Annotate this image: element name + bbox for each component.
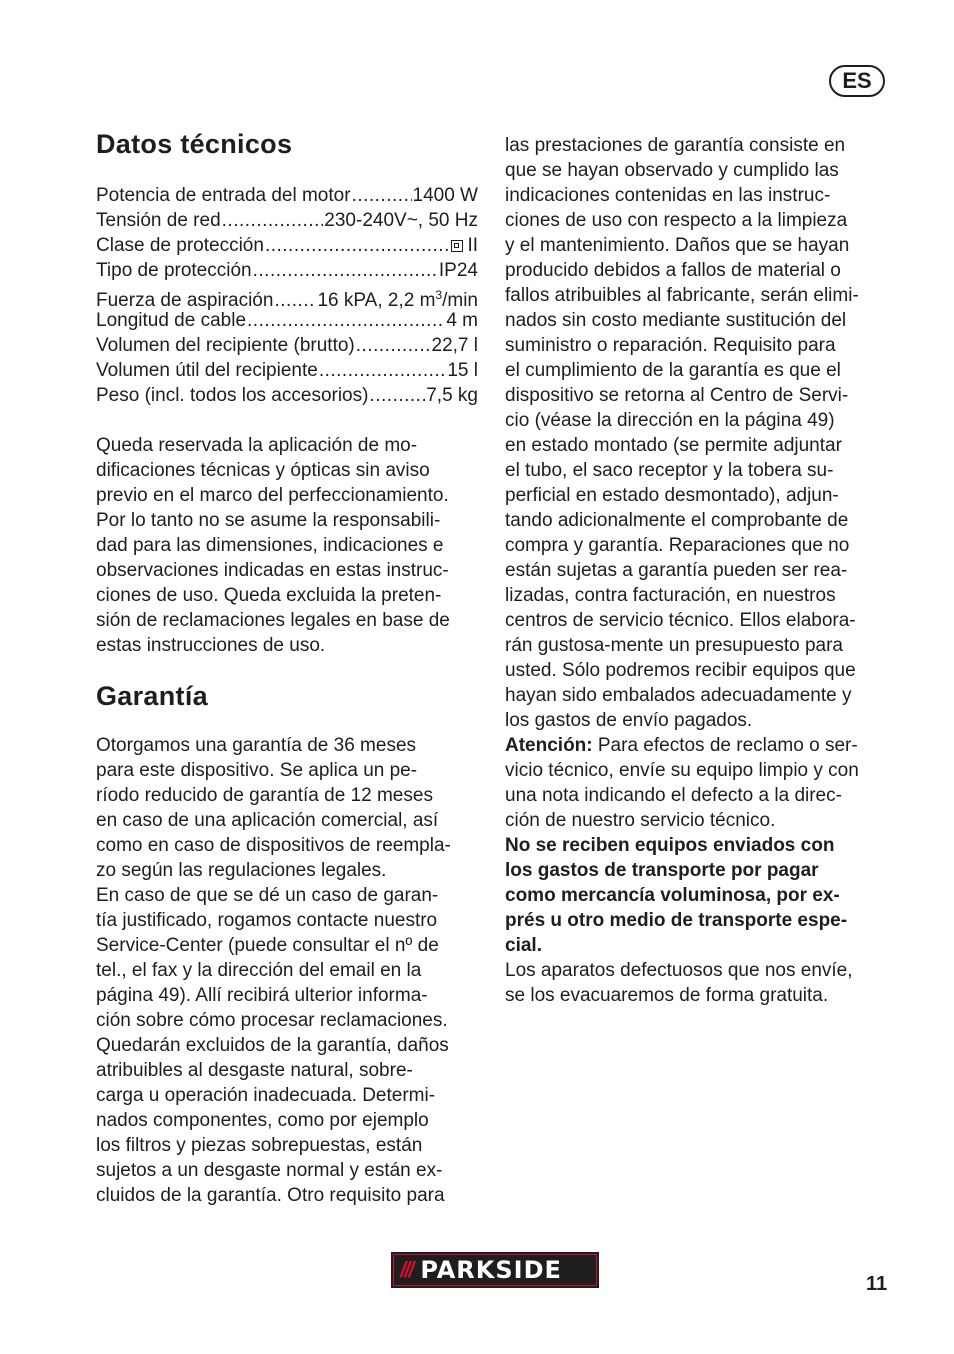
text-line: usted. Sólo podremos recibir equipos que xyxy=(505,660,856,681)
text-line: ciones de uso. Queda excluida la preten- xyxy=(96,585,442,606)
spec-label: Clase de protección xyxy=(96,235,264,256)
spec-label: Tensión de red xyxy=(96,210,221,231)
logo-slashes: /// xyxy=(400,1257,413,1282)
spec-leader-dots xyxy=(319,358,447,383)
text-line: previo en el marco del perfeccionamiento. xyxy=(96,485,449,506)
spec-label: Volumen del recipiente (brutto) xyxy=(96,335,355,356)
text-line: fallos atribuibles al fabricante, serán elimi- xyxy=(505,285,859,306)
text-line: las prestaciones de garantía consiste en xyxy=(505,135,846,156)
spec-value: 7,5 kg xyxy=(426,385,478,406)
text-line: Los aparatos defectuosos que nos envíe, xyxy=(505,960,853,981)
spec-row xyxy=(96,308,478,333)
spec-leader-dots xyxy=(265,233,451,258)
atencion-label: Atención: xyxy=(505,735,593,756)
spec-label: Fuerza de aspiración xyxy=(96,290,274,311)
text-line: lizadas, contra facturación, en nuestros xyxy=(505,585,836,606)
spec-value: IP24 xyxy=(438,260,478,281)
text-line: perficial en estado desmontado), adjun- xyxy=(505,485,839,506)
spec-leader-dots xyxy=(369,383,425,408)
spec-row xyxy=(96,333,478,358)
parkside-logo xyxy=(391,1252,599,1288)
spec-value xyxy=(451,233,478,258)
spec-leader-dots xyxy=(356,333,431,358)
spec-row xyxy=(96,183,478,208)
text-line: los filtros y piezas sobrepuestas, están xyxy=(96,1135,423,1156)
bold-text-line: cial. xyxy=(505,935,542,956)
bold-text-line: los gastos de transporte por pagar xyxy=(505,860,819,881)
text-line: estas instrucciones de uso. xyxy=(96,635,326,656)
text-line: producido debidos a fallos de material o xyxy=(505,260,841,281)
spec-leader-dots xyxy=(247,308,445,333)
spec-row xyxy=(96,358,478,383)
text-line: sujetos a un desgaste normal y están ex- xyxy=(96,1160,443,1181)
text-line: compra y garantía. Reparaciones que no xyxy=(505,535,850,556)
text-line: que se hayan observado y cumplido las xyxy=(505,160,839,181)
logo-frame xyxy=(393,1254,597,1286)
text-line: centros de servicio técnico. Ellos elabora- xyxy=(505,610,856,631)
text-line: suministro o reparación. Requisito para xyxy=(505,335,836,356)
text-line: observaciones indicadas en estas instruc- xyxy=(96,560,449,581)
spec-value-text: II xyxy=(467,235,478,256)
spec-row xyxy=(96,383,478,408)
text-line: en caso de una aplicación comercial, así xyxy=(96,810,439,831)
text-line: se los evacuaremos de forma gratuita. xyxy=(505,985,829,1006)
spec-label: Potencia de entrada del motor xyxy=(96,185,351,206)
bold-text-line: No se reciben equipos enviados con xyxy=(505,835,835,856)
spec-label: Longitud de cable xyxy=(96,310,247,331)
spec-leader-dots xyxy=(222,208,324,233)
atencion-text: Para efectos de reclamo o ser- xyxy=(592,735,858,756)
atencion-line xyxy=(505,733,890,758)
text-line: ríodo reducido de garantía de 12 meses xyxy=(96,785,433,806)
text-line: carga u operación inadecuada. Determi- xyxy=(96,1085,436,1106)
text-line: cio (véase la dirección en la página 49) xyxy=(505,410,835,431)
text-line: Quedarán excluidos de la garantía, daños xyxy=(96,1035,449,1056)
text-line: ciones de uso con respecto a la limpieza xyxy=(505,210,848,231)
text-line: tía justificado, rogamos contacte nuestro xyxy=(96,910,438,931)
text-line: tando adicionalmente el comprobante de xyxy=(505,510,849,531)
text-line: En caso de que se dé un caso de garan- xyxy=(96,885,439,906)
spec-row xyxy=(96,208,478,233)
spec-value: 4 m xyxy=(446,310,478,331)
text-line: el cumplimiento de la garantía es que el xyxy=(505,360,841,381)
garantia-paragraph-left xyxy=(96,733,478,1208)
section-title-datos-tecnicos: Datos técnicos xyxy=(96,129,293,159)
text-line: zo según las regulaciones legales. xyxy=(96,860,387,881)
text-line: para este dispositivo. Se aplica un pe- xyxy=(96,760,418,781)
text-line: vicio técnico, envíe su equipo limpio y con xyxy=(505,760,859,781)
spec-value: 22,7 l xyxy=(431,335,478,356)
text-line: en estado montado (se permite adjuntar xyxy=(505,435,842,456)
protection-class-ii-icon xyxy=(451,240,463,252)
text-line: ción de nuestro servicio técnico. xyxy=(505,810,776,831)
text-line: dad para las dimensiones, indicaciones e xyxy=(96,535,444,556)
spec-value: 15 l xyxy=(447,360,478,381)
section-title-garantia: Garantía xyxy=(96,681,208,711)
text-line: hayan sido embalados adecuadamente y xyxy=(505,685,852,706)
text-line: tel., el fax y la dirección del email en la xyxy=(96,960,422,981)
spec-label: Volumen útil del recipiente xyxy=(96,360,318,381)
spec-label: Tipo de protección xyxy=(96,260,252,281)
text-line: Service-Center (puede consultar el nº de xyxy=(96,935,439,956)
reserva-paragraph xyxy=(96,433,478,658)
bold-text-line: prés u otro medio de transporte espe- xyxy=(505,910,848,931)
spec-row xyxy=(96,258,478,283)
text-line: dispositivo se retorna al Centro de Servi- xyxy=(505,385,849,406)
text-line: indicaciones contenidas en las instruc- xyxy=(505,185,831,206)
page-number: 11 xyxy=(866,1273,888,1295)
text-line: Otorgamos una garantía de 36 meses xyxy=(96,735,417,756)
text-line: cluidos de la garantía. Otro requisito para xyxy=(96,1185,445,1206)
spec-value-end: /min xyxy=(442,290,478,311)
text-line: ción sobre cómo procesar reclamaciones. xyxy=(96,1010,448,1031)
text-line: rán gustosa-mente un presupuesto para xyxy=(505,635,843,656)
text-line: dificaciones técnicas y ópticas sin aviso xyxy=(96,460,430,481)
spec-value: 230-240V~, 50 Hz xyxy=(324,210,478,231)
spec-row xyxy=(96,283,478,311)
spec-row xyxy=(96,233,478,258)
text-line: los gastos de envío pagados. xyxy=(505,710,753,731)
spec-label: Peso (incl. todos los accesorios) xyxy=(96,385,369,406)
text-line: Por lo tanto no se asume la responsabili- xyxy=(96,510,441,531)
spec-list xyxy=(96,183,478,408)
right-column xyxy=(505,133,890,1008)
spec-value-main: 16 kPA, 2,2 m xyxy=(317,290,436,311)
text-line: están sujetas a garantía pueden ser rea- xyxy=(505,560,848,581)
spec-value-superscript: 3 xyxy=(435,288,443,302)
text-line: Queda reservada la aplicación de mo- xyxy=(96,435,418,456)
text-line: una nota indicando el defecto a la direc- xyxy=(505,785,842,806)
text-line: página 49). Allí recibirá ulterior informa- xyxy=(96,985,428,1006)
text-line: nados componentes, como por ejemplo xyxy=(96,1110,429,1131)
text-line: como en caso de dispositivos de reempla- xyxy=(96,835,451,856)
language-badge: ES xyxy=(829,65,885,97)
text-line: atribuibles al desgaste natural, sobre- xyxy=(96,1060,413,1081)
spec-leader-dots xyxy=(352,183,412,208)
text-line: el tubo, el saco receptor y la tobera su- xyxy=(505,460,834,481)
logo-text: PARKSIDE xyxy=(420,1256,562,1284)
spec-leader-dots xyxy=(253,258,438,283)
text-line: nados sin costo mediante sustitución del xyxy=(505,310,847,331)
bold-text-line: como mercancía voluminosa, por ex- xyxy=(505,885,840,906)
text-line: sión de reclamaciones legales en base de xyxy=(96,610,450,631)
spec-value: 1400 W xyxy=(412,185,478,206)
text-line: y el mantenimiento. Daños que se hayan xyxy=(505,235,850,256)
